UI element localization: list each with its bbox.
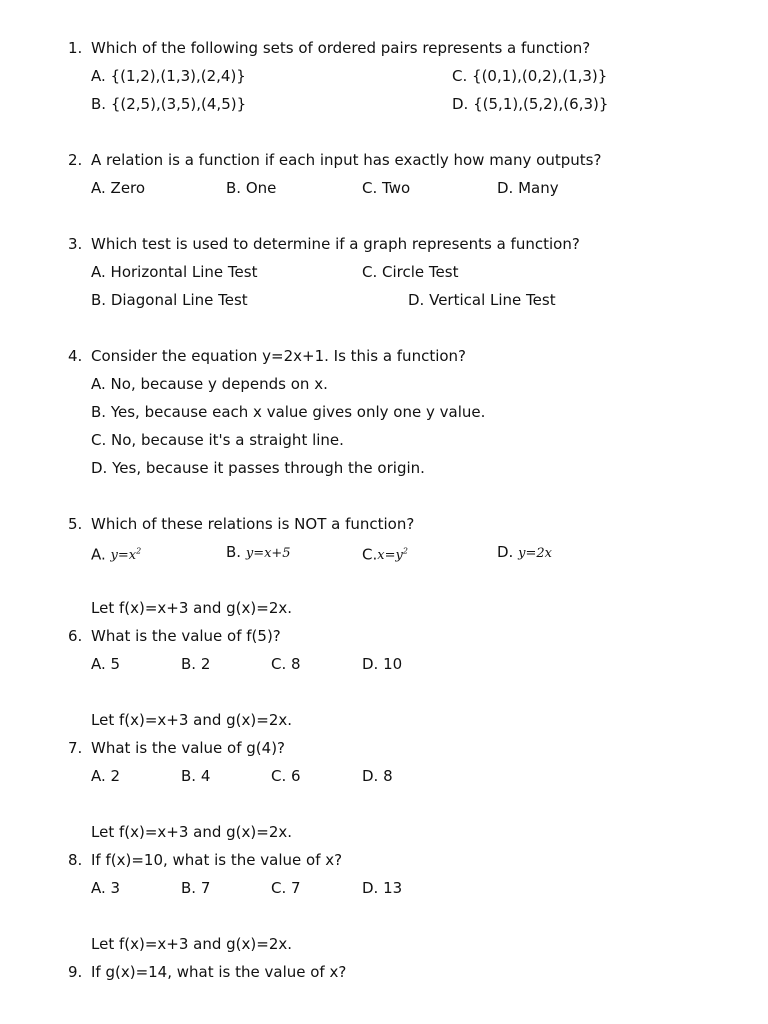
options-row [0,90,768,118]
option-formula [377,548,408,563]
lead-text [0,818,768,846]
option-d [91,454,425,482]
option-letter: A. [91,545,106,564]
question-text: What is the value of g(4)? [91,739,286,757]
option-b [226,538,291,568]
question-text: Consider the equation y=2x+1. Is this a function? [91,347,467,365]
option-text: 3 [110,879,121,897]
question-3 [0,230,768,258]
option-text: Diagonal Line Test [110,291,248,309]
lead-statement: Let f(x)=x+3 and g(x)=2x. [91,599,293,617]
option-text: {(1,2),(1,3),(2,4)} [110,67,246,85]
option-letter: B. [91,403,107,421]
option-letter: B. [226,543,242,561]
option-c [452,62,607,90]
option-letter: A. [91,263,106,281]
option-text: Zero [110,179,146,197]
option-letter: B. [181,879,197,897]
option-a [91,174,145,202]
options-row [0,370,768,398]
option-letter: D. [362,767,379,785]
question-text: Which of these relations is NOT a function? [91,515,415,533]
option-formula: y=x+5 [245,546,291,561]
options-row [0,538,768,566]
option-letter: C. [271,767,287,785]
option-letter: C. [452,67,468,85]
option-text: Two [382,179,411,197]
option-letter: A. [91,879,106,897]
lead-text [0,706,768,734]
option-text: {(5,1),(5,2),(6,3)} [473,95,609,113]
option-letter: C. [271,655,287,673]
options-row [0,874,768,902]
question-number: 4. [68,347,83,365]
option-c [91,426,344,454]
option-b [91,90,246,118]
options-row [0,286,768,314]
option-text: No, because it's a straight line. [111,431,344,449]
question-number: 9. [68,963,83,981]
question-text: If g(x)=14, what is the value of x? [91,963,347,981]
options-row [0,398,768,426]
option-d [362,874,402,902]
option-letter: A. [91,67,106,85]
option-text: No, because y depends on x. [110,375,328,393]
option-a [91,650,120,678]
question-number: 2. [68,151,83,169]
option-text: 13 [383,879,403,897]
option-text: 5 [110,655,121,673]
option-letter: C. [271,879,287,897]
option-letter: D. [91,459,108,477]
question-5 [0,510,768,538]
option-formula [111,548,142,563]
lead-text [0,594,768,622]
question-number: 3. [68,235,83,253]
lead-statement: Let f(x)=x+3 and g(x)=2x. [91,935,293,953]
option-text: Yes, because each x value gives only one y value. [110,403,486,421]
option-letter: B. [226,179,242,197]
option-letter: D. [362,879,379,897]
option-b [181,650,210,678]
options-row [0,174,768,202]
question-number: 1. [68,39,83,57]
options-row [0,62,768,90]
option-d [497,538,552,568]
formula-text: y=x [110,548,137,564]
option-text: Many [518,179,559,197]
option-c [271,650,301,678]
question-text: If f(x)=10, what is the value of x? [91,851,343,869]
option-letter: A. [91,375,106,393]
question-8 [0,846,768,874]
option-text: Horizontal Line Test [110,263,258,281]
question-number: 8. [68,851,83,869]
question-text: Which test is used to determine if a graph represents a function? [91,235,580,253]
option-text: 8 [383,767,393,785]
option-letter: C. [362,263,378,281]
option-b [181,874,210,902]
option-a [91,762,120,790]
question-text: A relation is a function if each input has exactly how many outputs? [91,151,602,169]
option-letter: A. [91,179,106,197]
option-a [91,874,120,902]
option-text: Yes, because it passes through the origin. [112,459,425,477]
options-row [0,650,768,678]
option-b [91,398,485,426]
option-text: One [245,179,277,197]
option-d [408,286,556,314]
question-number: 7. [68,739,83,757]
option-text: Circle Test [382,263,459,281]
option-text: 10 [383,655,403,673]
question-text: Which of the following sets of ordered pairs represents a function? [91,39,591,57]
lead-statement: Let f(x)=x+3 and g(x)=2x. [91,711,293,729]
option-d [362,762,393,790]
options-row [0,454,768,482]
option-d [497,174,559,202]
option-text: Vertical Line Test [429,291,556,309]
question-text: What is the value of f(5)? [91,627,281,645]
question-2 [0,146,768,174]
question-1 [0,34,768,62]
option-letter: C. [362,545,378,564]
option-b [226,174,276,202]
question-4 [0,342,768,370]
option-text: 8 [291,655,301,673]
lead-statement: Let f(x)=x+3 and g(x)=2x. [91,823,293,841]
option-letter: D. [497,179,514,197]
option-text: 7 [200,879,211,897]
option-letter: A. [91,767,106,785]
question-9 [0,958,768,986]
option-b [91,286,248,314]
option-formula: y=2x [518,546,552,561]
option-text: 7 [291,879,301,897]
option-a [91,62,246,90]
question-number: 5. [68,515,83,533]
option-letter: C. [362,179,378,197]
option-letter: A. [91,655,106,673]
options-row [0,762,768,790]
option-d [452,90,608,118]
formula-exponent: 2 [136,547,142,556]
option-c [362,258,458,286]
option-letter: D. [362,655,379,673]
option-a [91,258,257,286]
option-letter: B. [181,655,197,673]
option-letter: C. [91,431,107,449]
option-letter: B. [91,291,107,309]
options-row [0,426,768,454]
option-text: {(2,5),(3,5),(4,5)} [110,95,247,113]
option-a [91,370,328,398]
option-text: 2 [110,767,121,785]
question-number: 6. [68,627,83,645]
option-c [271,762,301,790]
lead-text [0,930,768,958]
option-d [362,650,402,678]
option-letter: B. [181,767,197,785]
option-letter: D. [497,543,514,561]
option-letter: B. [91,95,107,113]
formula-text: x=y [377,548,403,564]
options-row [0,258,768,286]
option-letter: D. [408,291,425,309]
option-c [271,874,301,902]
option-text: 6 [291,767,301,785]
question-7 [0,734,768,762]
formula-exponent: 2 [402,547,408,556]
option-text: {(0,1),(0,2),(1,3)} [472,67,608,85]
question-6 [0,622,768,650]
option-letter: D. [452,95,469,113]
option-a [91,538,141,570]
option-c [362,538,408,570]
option-text: 2 [200,655,211,673]
option-c [362,174,410,202]
option-text: 4 [200,767,211,785]
option-b [181,762,210,790]
